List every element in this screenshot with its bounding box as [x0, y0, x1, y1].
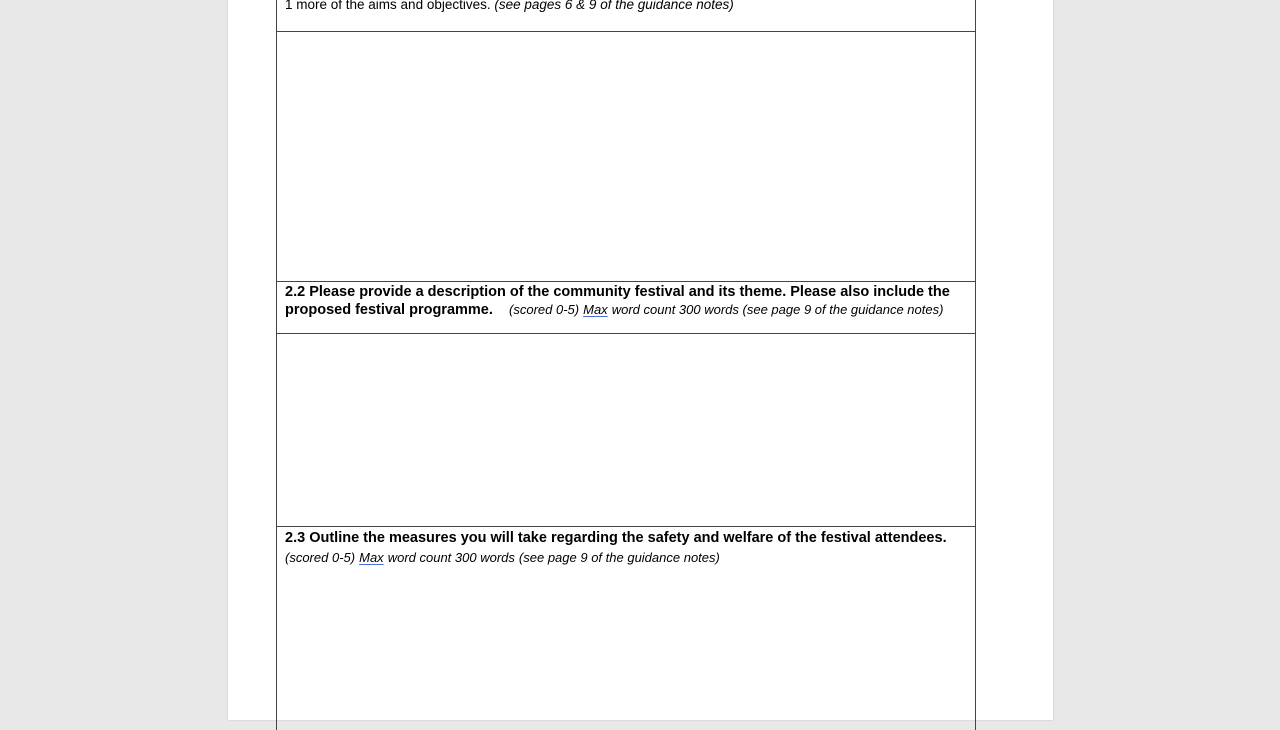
- answer-box-2-3[interactable]: [277, 570, 975, 720]
- question-2-2-word-count: word count 300 words (see page 9 of the guidance notes): [611, 302, 944, 317]
- prev-question-note: (see pages 6 & 9 of the guidance notes): [494, 0, 734, 12]
- question-2-3-word-count: word count 300 words: [387, 550, 515, 565]
- question-2-3-text: Outline the measures you will take regarding the safety and welfare of the festival attendees: [309, 530, 943, 546]
- question-2-3-max: Max: [359, 550, 384, 565]
- prev-question-body: 1 more of the aims and objectives.: [285, 0, 491, 12]
- question-2-2-scored: (scored 0-5): [509, 302, 580, 317]
- question-2-2: [285, 284, 965, 319]
- question-2-3-number: 2.3: [285, 530, 306, 546]
- question-2-3: [285, 529, 965, 568]
- question-2-3-see: (see page 9 of the guidance notes): [518, 550, 720, 565]
- question-2-3-scored: (scored 0-5): [285, 550, 356, 565]
- question-2-2-number: 2.2: [285, 284, 306, 300]
- answer-box-2-2[interactable]: [277, 334, 975, 525]
- question-2-2-max: Max: [583, 302, 608, 317]
- form-table: [276, 0, 976, 730]
- table-divider: [277, 526, 975, 527]
- prev-question-text: [285, 0, 734, 12]
- question-2-3-period: .: [942, 530, 947, 546]
- table-divider: [277, 281, 975, 282]
- answer-box-2-1[interactable]: [277, 32, 975, 281]
- question-2-2-text: Please provide a description of the community festival and its theme. Please also include the proposed festival programme.: [285, 284, 950, 318]
- document-page: [228, 0, 1053, 720]
